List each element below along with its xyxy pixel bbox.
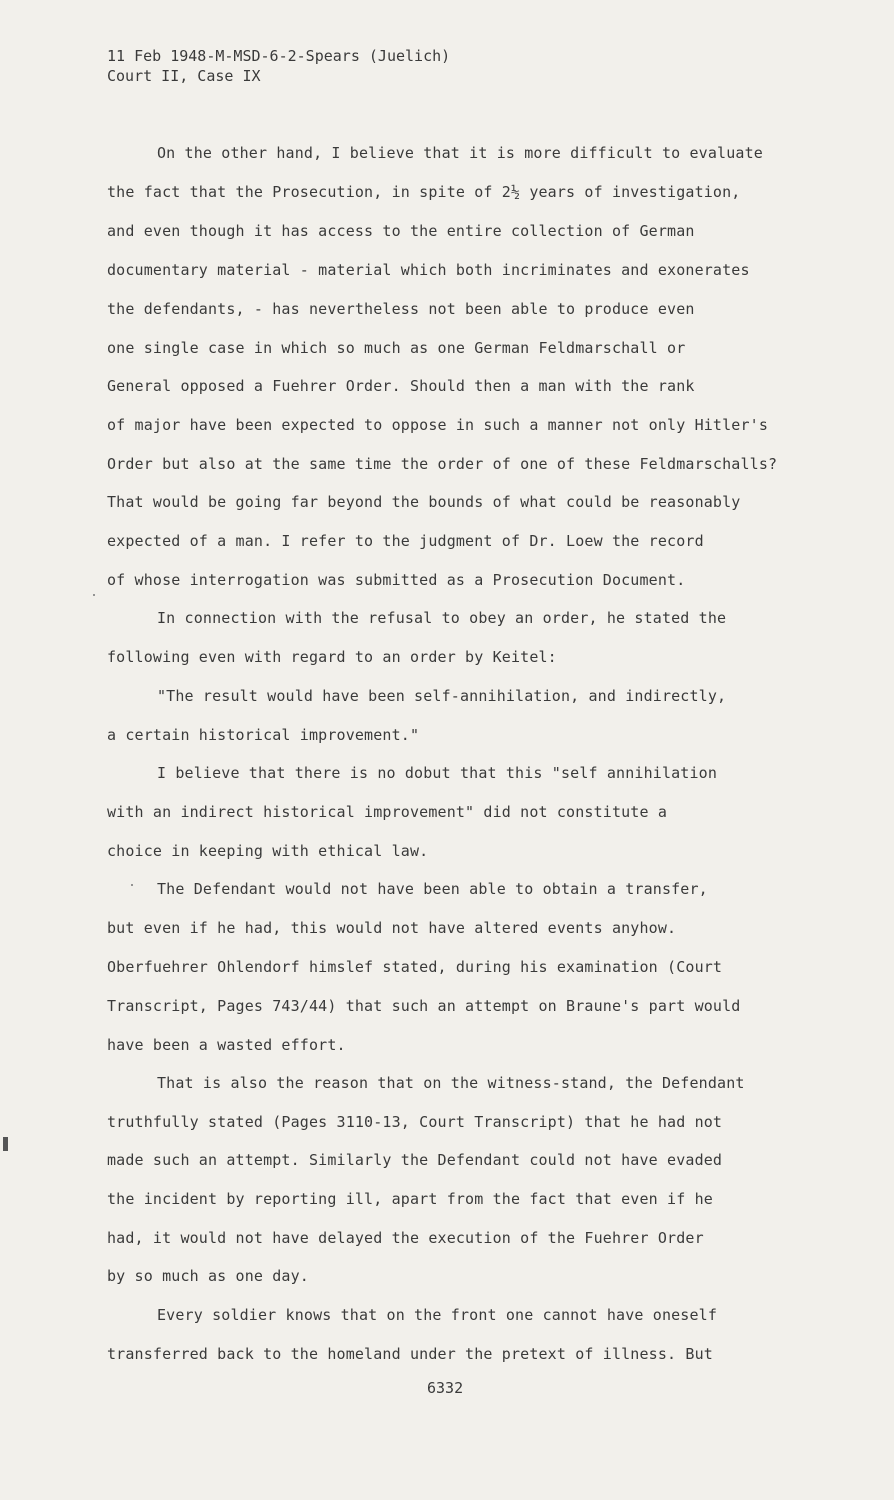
text-line: I believe that there is no dobut that this "self annihilation	[157, 764, 718, 782]
text-line: the defendants, - has nevertheless not been able to produce even	[107, 300, 695, 318]
margin-mark	[3, 1137, 8, 1151]
text-line: by so much as one day.	[107, 1267, 309, 1285]
text-line: a certain historical improvement."	[107, 726, 420, 744]
text-line: with an indirect historical improvement" did not constitute a	[107, 803, 668, 821]
text-line: Transcript, Pages 743/44) that such an attempt on Braune's part would	[107, 997, 741, 1015]
text-line: Oberfuehrer Ohlendorf himslef stated, during his examination (Court	[107, 958, 723, 976]
text-line: Order but also at the same time the order of one of these Feldmarschalls?	[107, 455, 778, 473]
text-line: and even though it has access to the entire collection of German	[107, 222, 695, 240]
text-line: "The result would have been self-annihilation, and indirectly,	[157, 687, 727, 705]
text-line: That would be going far beyond the bounds of what could be reasonably	[107, 493, 741, 511]
text-line: documentary material - material which both incriminates and exonerates	[107, 261, 750, 279]
text-line: the fact that the Prosecution, in spite of 2½ years of investigation,	[107, 183, 741, 201]
text-line: have been a wasted effort.	[107, 1036, 346, 1054]
text-line: expected of a man. I refer to the judgment of Dr. Loew the record	[107, 532, 704, 550]
text-line: General opposed a Fuehrer Order. Should then a man with the rank	[107, 377, 695, 395]
paper-speck	[131, 884, 133, 886]
text-line: On the other hand, I believe that it is more difficult to evaluate	[157, 144, 763, 162]
text-line: the incident by reporting ill, apart from the fact that even if he	[107, 1190, 713, 1208]
text-line: Every soldier knows that on the front one cannot have oneself	[157, 1306, 718, 1324]
header-reference-line: 11 Feb 1948-M-MSD-6-2-Spears (Juelich)	[107, 47, 451, 65]
paper-speck	[93, 594, 95, 596]
text-line: choice in keeping with ethical law.	[107, 842, 429, 860]
text-line: truthfully stated (Pages 3110-13, Court Transcript) that he had not	[107, 1113, 723, 1131]
text-line: following even with regard to an order by Keitel:	[107, 648, 557, 666]
text-line: one single case in which so much as one German Feldmarschall or	[107, 339, 686, 357]
text-line: but even if he had, this would not have altered events anyhow.	[107, 919, 677, 937]
text-line: transferred back to the homeland under the pretext of illness. But	[107, 1345, 713, 1363]
text-line: of major have been expected to oppose in such a manner not only Hitler's	[107, 416, 769, 434]
page-number: 6332	[427, 1379, 464, 1397]
text-line: had, it would not have delayed the execution of the Fuehrer Order	[107, 1229, 704, 1247]
text-line: That is also the reason that on the witness-stand, the Defendant	[157, 1074, 745, 1092]
text-line: made such an attempt. Similarly the Defendant could not have evaded	[107, 1151, 723, 1169]
header-court-line: Court II, Case IX	[107, 67, 261, 85]
text-line: of whose interrogation was submitted as a Prosecution Document.	[107, 571, 686, 589]
text-line: The Defendant would not have been able to obtain a transfer,	[157, 880, 708, 898]
text-line: In connection with the refusal to obey an order, he stated the	[157, 609, 727, 627]
